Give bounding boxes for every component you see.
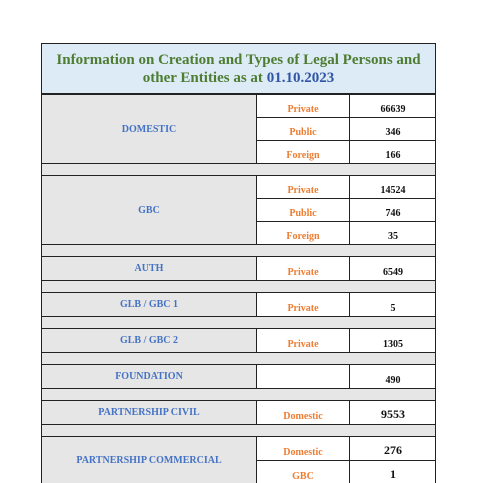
type-cell: Public [257, 118, 350, 141]
count-cell: 66639 [350, 95, 437, 118]
table-row [42, 401, 437, 425]
table-row [42, 293, 437, 317]
title-line-2 [42, 69, 435, 87]
count-cell: 14524 [350, 176, 437, 199]
title-line-1: Information on Creation and Types of Legal Persons and [42, 51, 435, 69]
type-cell: GBC [257, 461, 350, 483]
count-cell: 276 [350, 437, 437, 461]
title-line-2-prefix: other Entities as at [143, 70, 267, 86]
type-cell: Private [257, 329, 350, 353]
type-cell: Private [257, 293, 350, 317]
count-cell: 1305 [350, 329, 437, 353]
entity-table [41, 94, 436, 483]
spacer-row [42, 353, 437, 365]
count-cell: 9553 [350, 401, 437, 425]
spacer-row [42, 164, 437, 176]
entity-cell-foundation: FOUNDATION [42, 365, 257, 389]
type-cell: Public [257, 199, 350, 222]
type-cell: Private [257, 95, 350, 118]
spacer-row [42, 317, 437, 329]
table-row [42, 365, 437, 389]
count-cell: 746 [350, 199, 437, 222]
type-cell: Foreign [257, 222, 350, 245]
table-row [42, 95, 437, 118]
entity-cell-auth: AUTH [42, 257, 257, 281]
entity-cell-partnership-commercial: PARTNERSHIP COMMERCIAL [42, 437, 257, 483]
entity-cell-glb-gbc-1: GLB / GBC 1 [42, 293, 257, 317]
spacer-row [42, 425, 437, 437]
count-cell: 6549 [350, 257, 437, 281]
title-date: 01.10.2023 [267, 70, 335, 86]
type-cell: Domestic [257, 437, 350, 461]
table-row [42, 437, 437, 461]
type-cell: Domestic [257, 401, 350, 425]
legal-persons-table-frame [41, 43, 436, 483]
spacer-row [42, 281, 437, 293]
spacer-row [42, 245, 437, 257]
table-row [42, 176, 437, 199]
count-cell: 5 [350, 293, 437, 317]
count-cell: 166 [350, 141, 437, 164]
entity-cell-gbc: GBC [42, 176, 257, 245]
count-cell: 346 [350, 118, 437, 141]
type-cell: Foreign [257, 141, 350, 164]
count-cell: 35 [350, 222, 437, 245]
table-row [42, 257, 437, 281]
entity-cell-domestic: DOMESTIC [42, 95, 257, 164]
entity-cell-glb-gbc-2: GLB / GBC 2 [42, 329, 257, 353]
entity-cell-partnership-civil: PARTNERSHIP CIVIL [42, 401, 257, 425]
type-cell: Private [257, 257, 350, 281]
spacer-row [42, 389, 437, 401]
table-row [42, 329, 437, 353]
type-cell [257, 365, 350, 389]
count-cell: 1 [350, 461, 437, 483]
type-cell: Private [257, 176, 350, 199]
count-cell: 490 [350, 365, 437, 389]
table-title [42, 44, 435, 94]
